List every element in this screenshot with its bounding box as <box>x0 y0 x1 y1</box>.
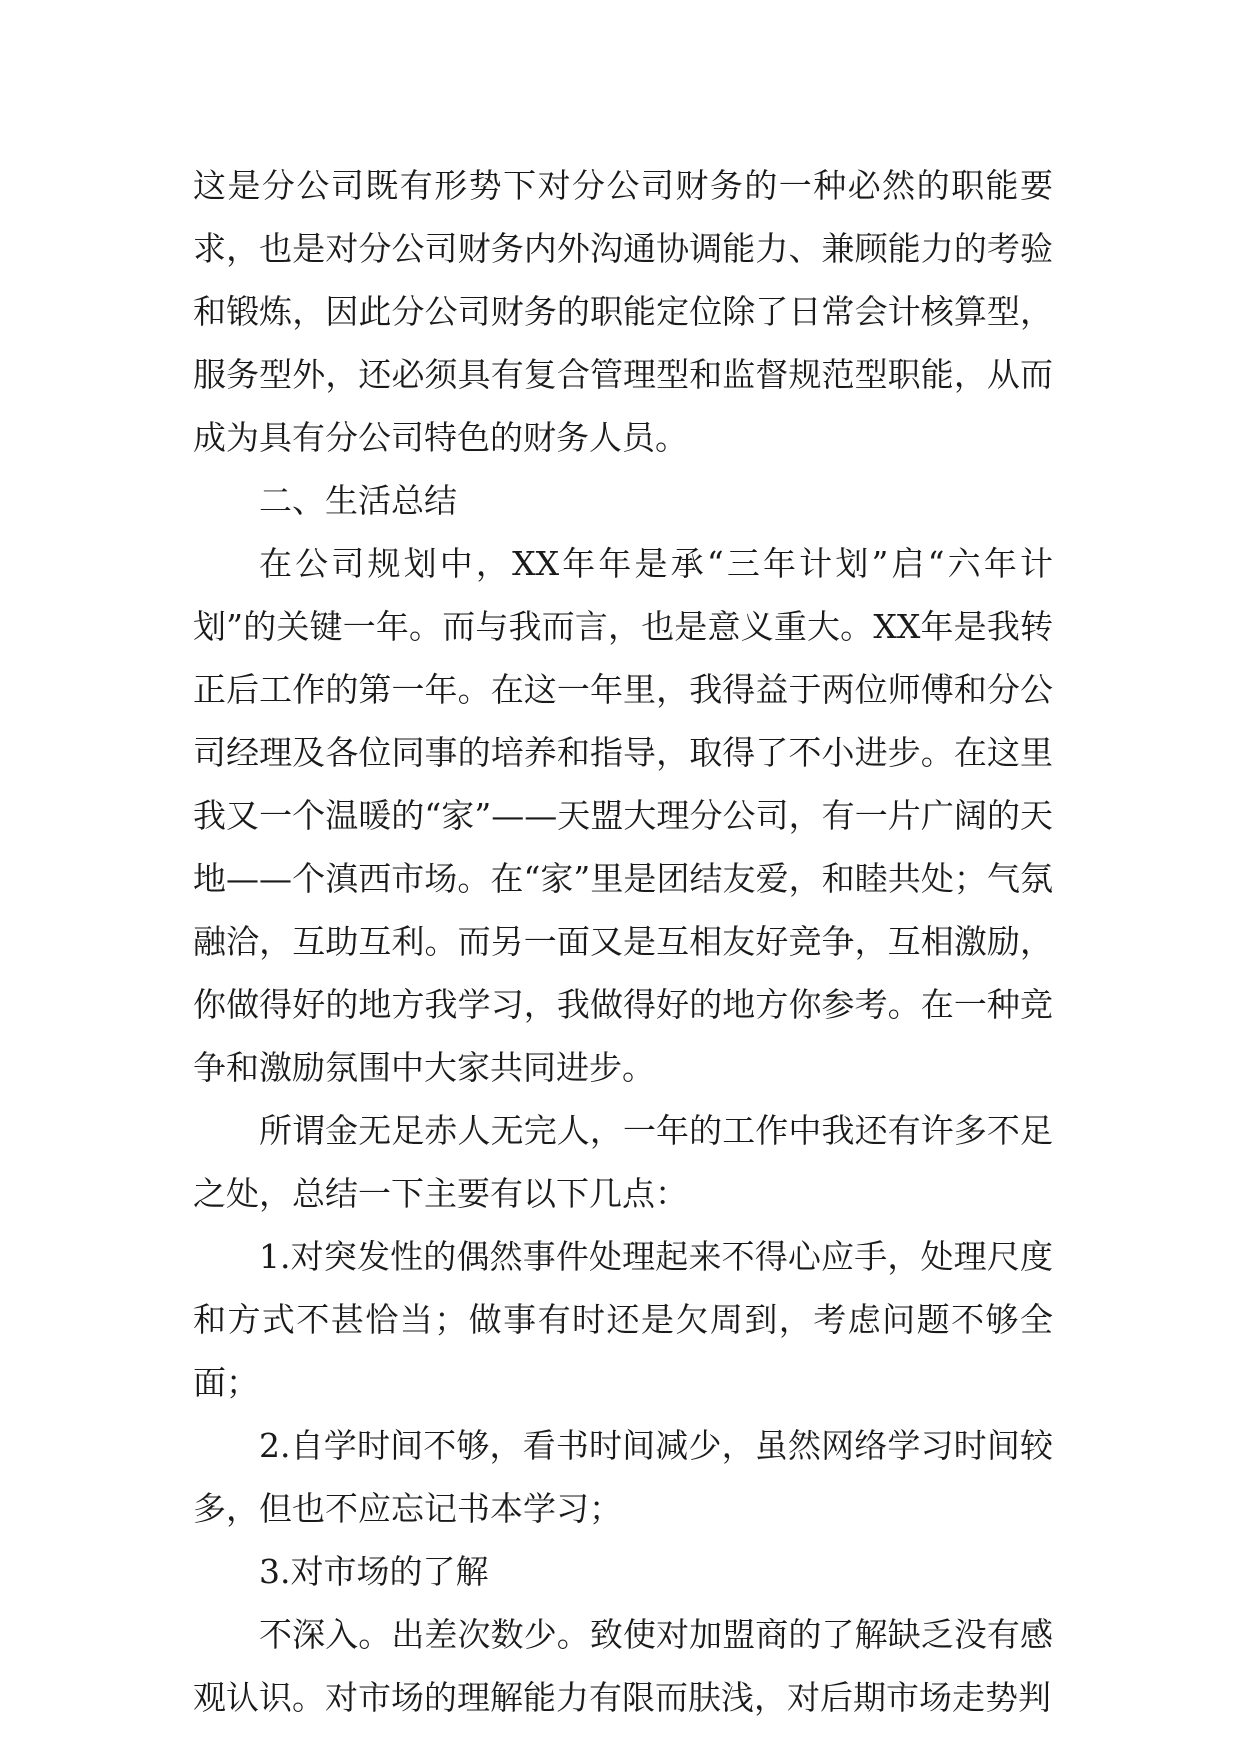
paragraph-finance-role: 这是分公司既有形势下对分公司财务的一种必然的职能要求，也是对分公司财务内外沟通协调能力、兼顾能力的考验和锻炼，因此分公司财务的职能定位除了日常会计核算型，服务型外，还必须具有复合管理型和监督规范型职能，从而成为具有分公司特色的财务人员。 <box>193 166 1053 457</box>
paragraph-shortcomings-intro: 所谓金无足赤人无完人，一年的工作中我还有许多不足之处，总结一下主要有以下几点： <box>193 1111 1053 1213</box>
section-heading-life-summary: 二、生活总结 <box>259 481 457 520</box>
document-page <box>193 154 1053 1729</box>
list-item-3: 3.对市场的了解 <box>259 1552 489 1591</box>
list-item-2: 2.自学时间不够，看书时间减少，虽然网络学习时间较多，但也不应忘记书本学习； <box>193 1426 1053 1528</box>
paragraph-market-understanding: 不深入。出差次数少。致使对加盟商的了解缺乏没有感观认识。对市场的理解能力有限而肤浅，对后期市场走势判 <box>193 1615 1053 1717</box>
list-item-1: 1.对突发性的偶然事件处理起来不得心应手，处理尺度和方式不甚恰当；做事有时还是欠周到，考虑问题不够全面； <box>193 1237 1053 1402</box>
paragraph-company-plan: 在公司规划中，XX年年是承“三年计划”启“六年计划”的关键一年。而与我而言，也是意义重大。XX年是我转正后工作的第一年。在这一年里，我得益于两位师傅和分公司经理及各位同事的培养和指导，取得了不小进步。在这里我又一个温暖的“家”——天盟大理分公司，有一片广阔的天地——个滇西市场。在“家”里是团结友爱，和睦共处；气氛融洽，互助互利。而另一面又是互相友好竞争，互相激励，你做得好的地方我学习，我做得好的地方你参考。在一种竞争和激励氛围中大家共同进步。 <box>193 544 1053 1087</box>
